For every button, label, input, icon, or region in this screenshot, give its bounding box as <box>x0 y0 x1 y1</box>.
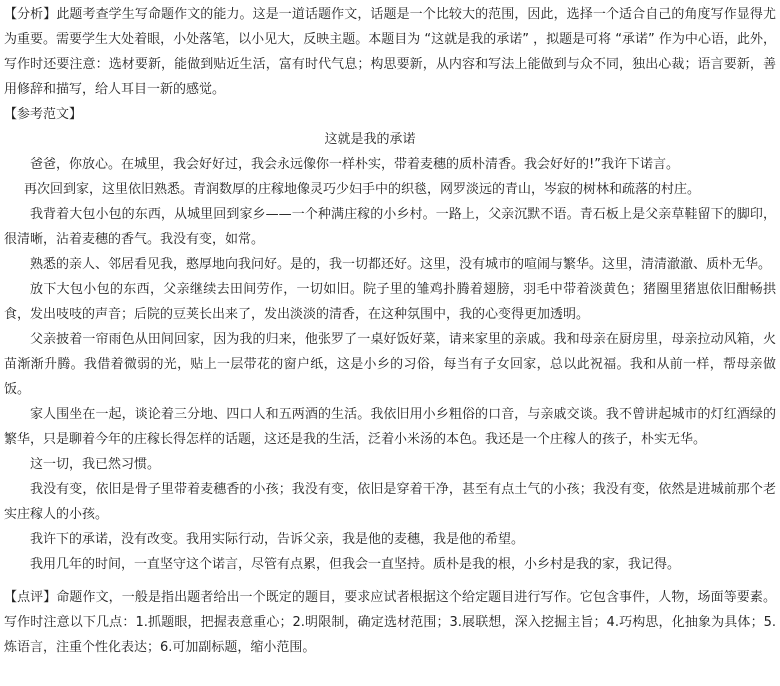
comment-tag: 【点评】 <box>4 590 57 605</box>
essay-paragraph: 这一切，我已然习惯。 <box>30 457 161 472</box>
essay-paragraph: 放下大包小包的东西，父亲继续去田间劳作，一切如旧。院子里的雏鸡扑腾着翅膀，羽毛中带着淡黄色；猪圈里猪崽依旧酣畅拱食，发出吱吱的声音；后院的豆荚长出来了，发出淡淡的清香，在这种氛围中，我的心变得更加透明。 <box>4 282 776 322</box>
essay-paragraph: 我用几年的时间，一直坚守这个诺言，尽管有点累，但我会一直坚持。质朴是我的根，小乡村是我的家，我记得。 <box>30 557 681 572</box>
analysis-tag: 【分析】 <box>4 7 57 22</box>
essay-paragraph: 我没有变，依旧是骨子里带着麦穗香的小孩；我没有变，依旧是穿着干净，甚至有点土气的小孩；我没有变，依然是进城前那个老实庄稼人的小孩。 <box>4 482 776 522</box>
essay-paragraph: 爸爸，你放心。在城里，我会好好过，我会永远像你一样朴实，带着麦穗的质朴清香。我会好好的!”我许下诺言。 <box>30 157 679 172</box>
sample-tag: 【参考范文】 <box>4 107 83 122</box>
essay-paragraph: 我背着大包小包的东西，从城里回到家乡——一个种满庄稼的小乡村。一路上，父亲沉默不语。青石板上是父亲草鞋留下的脚印，很清晰，沾着麦穗的香气。我没有变，如常。 <box>4 207 776 247</box>
comment-text: 命题作文，一般是指出题者给出一个既定的题目，要求应试者根据这个给定题目进行写作。它包含事件，人物，场面等要素。写作时注意以下几点：1.抓题眼，把握表意重心；2.明限制，确定选材范围；3.展联想，深入挖掘主旨；4.巧构思，化抽象为具体；5.炼语言，注重个性化表达；6.可加副标题，缩小范围。 <box>4 590 776 655</box>
analysis-text: 此题考查学生写命题作文的能力。这是一道话题作文，话题是一个比较大的范围，因此，选择一个适合自己的角度写作显得尤为重要。需要学生大处着眼，小处落笔，以小见大，反映主题。本题目为 “这就是我的承诺” ，拟题是可将 “承诺” 作为中心语，此外，写作时还要注意：选材要新，能做到贴近生活，富有时代气息；构思要新，从内容和写法上能做到与众不同，独出心裁；语言要新，善用修辞和描写，给人耳目一新的感觉。 <box>4 7 776 97</box>
essay-title: 这就是我的承诺 <box>324 132 416 147</box>
analysis-section <box>4 2 776 102</box>
essay-paragraph: 熟悉的亲人、邻居看见我，憨厚地向我问好。是的，我一切都还好。这里，没有城市的喧闹与繁华。这里，清清澈澈、质朴无华。 <box>30 257 772 272</box>
comment-section <box>4 585 776 660</box>
essay-paragraph: 再次回到家，这里依旧熟悉。青润数厚的庄稼地像灵巧少妇手中的织毯，网罗淡远的青山，岑寂的树林和疏落的村庄。 <box>24 182 701 197</box>
essay-paragraph: 父亲披着一帘雨色从田间回家，因为我的归来，他张罗了一桌好饭好菜，请来家里的亲戚。我和母亲在厨房里，母亲拉动风箱，火苗渐渐升腾。我借着微弱的光，贴上一层带花的窗户纸，这是小乡的习俗，每当有子女回家，总以此祝福。我和从前一样，帮母亲做饭。 <box>4 332 776 397</box>
essay-paragraph: 家人围坐在一起，谈论着三分地、四口人和五两酒的生活。我依旧用小乡粗俗的口音，与亲戚交谈。我不曾讲起城市的灯红酒绿的繁华，只是聊着今年的庄稼长得怎样的话题，这还是我的生活，泛着小米汤的本色。我还是一个庄稼人的孩子，朴实无华。 <box>4 407 776 447</box>
section-gap <box>4 577 776 585</box>
essay-paragraph: 我许下的承诺，没有改变。我用实际行动，告诉父亲，我是他的麦穗，我是他的希望。 <box>30 532 525 547</box>
